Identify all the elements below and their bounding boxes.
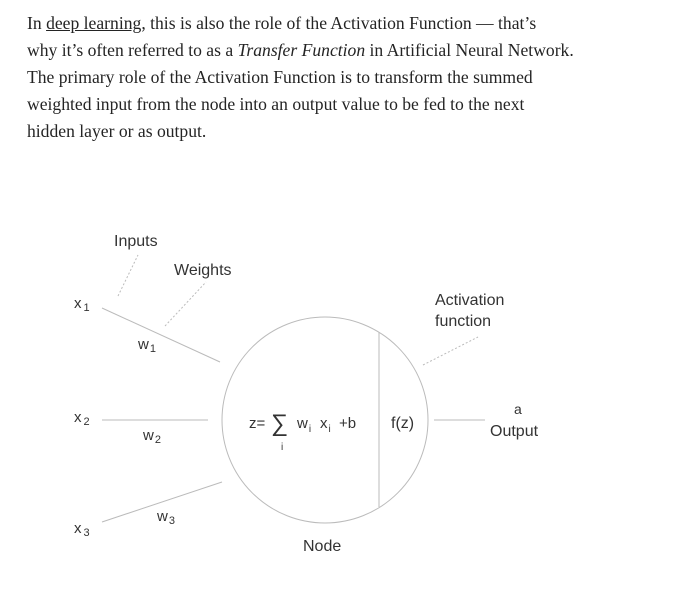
input-x2: x $_2$ bbox=[74, 409, 90, 428]
activation-expression: f(z) bbox=[391, 415, 415, 432]
deep-learning-link[interactable]: deep learning bbox=[46, 13, 142, 33]
paragraph-text: , this is also the role of the Activation Function — that’s bbox=[141, 13, 537, 33]
activation-label-line2: function bbox=[435, 313, 492, 330]
paragraph-text: The primary role of the Activation Function is to transform the summed bbox=[27, 67, 533, 87]
weight-w2: $w_2$ bbox=[143, 427, 161, 446]
input-line-1 bbox=[102, 308, 220, 362]
paragraph-text: weighted input from the node into an output value to be fed to the next bbox=[27, 94, 525, 114]
formula-x: $x_i$ bbox=[320, 415, 331, 435]
paragraph-text: In bbox=[27, 13, 47, 33]
node-label: Node bbox=[303, 538, 342, 555]
input-x1: x $_1$ bbox=[74, 295, 90, 314]
inputs-label: Inputs bbox=[114, 233, 158, 250]
weights-label: Weights bbox=[174, 262, 232, 279]
summation-formula bbox=[249, 410, 356, 453]
weights-pointer-line bbox=[165, 282, 206, 326]
activation-label-line1: Activation bbox=[435, 292, 505, 309]
inputs-pointer-line bbox=[118, 255, 138, 296]
activation-pointer-line bbox=[423, 337, 478, 365]
formula-w: $w_i$ bbox=[297, 415, 312, 435]
formula-bias: +b bbox=[339, 415, 357, 432]
weight-w1: $w_1$ bbox=[138, 336, 156, 355]
paragraph-text: why it’s often referred to as a bbox=[27, 40, 238, 60]
formula-lhs: z= bbox=[249, 415, 266, 432]
sigma-subscript: i bbox=[281, 442, 284, 453]
emphasis-text: Transfer Function bbox=[237, 40, 366, 60]
weight-w3: $w_3$ bbox=[157, 508, 175, 527]
input-x3: x $_3$ bbox=[74, 520, 90, 539]
paragraph-text: in Artificial Neural Network. bbox=[365, 40, 574, 60]
paragraph-text: hidden layer or as output. bbox=[27, 121, 207, 141]
output-symbol: a bbox=[514, 401, 522, 417]
output-label: Output bbox=[490, 423, 539, 440]
sigma-symbol: ∑ bbox=[271, 410, 289, 437]
